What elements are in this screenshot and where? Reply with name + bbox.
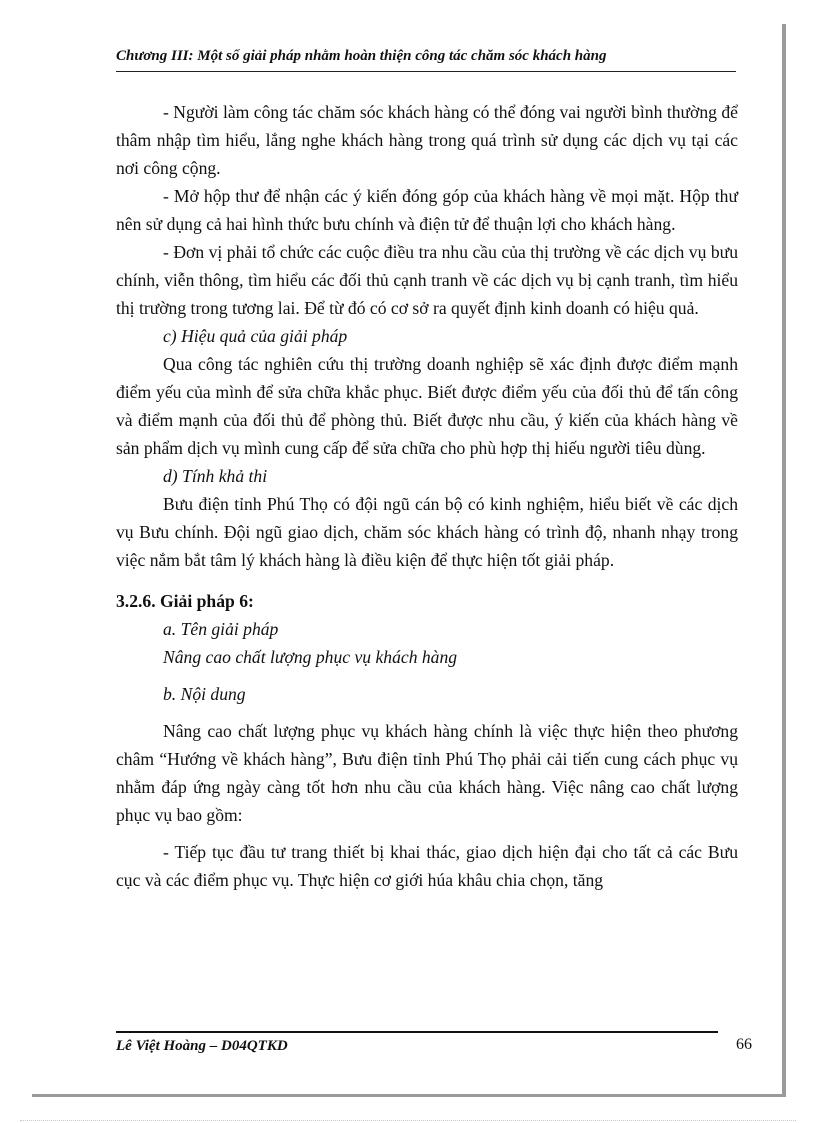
paragraph-6: Nâng cao chất lượng phục vụ khách hàng chính là việc thực hiện theo phương châm “Hướng về khách hàng”, Bưu điện tỉnh Phú Thọ phải cải tiến cung cách phục vụ nhằm đáp ứng ngày càng tốt hơn nhu cầu của khách hàng. Việc nâng cao chất lượng phục vụ bao gồm: xyxy=(116,721,738,825)
footer-author: Lê Việt Hoàng – D04QTKD xyxy=(116,1038,288,1054)
subheading-c: c) Hiệu quả của giải pháp xyxy=(163,326,348,346)
paragraph-7: - Tiếp tục đầu tư trang thiết bị khai thác, giao dịch hiện đại cho tất cả các Bưu cục và các điểm phục vụ. Thực hiện cơ giới húa khâu chia chọn, tăng xyxy=(116,842,738,890)
header-rule xyxy=(116,71,736,72)
section-title: 3.2.6. Giải pháp 6: xyxy=(116,591,254,611)
footer-rule xyxy=(116,1031,718,1033)
paragraph-5: Bưu điện tỉnh Phú Thọ có đội ngũ cán bộ có kinh nghiệm, hiểu biết về các dịch vụ Bưu chính. Đội ngũ giao dịch, chăm sóc khách hàng có trình độ, nhanh nhạy trong việc nắm bắt tâm lý khách hàng là điều kiện để thực hiện tốt giải pháp. xyxy=(116,494,738,570)
spacer xyxy=(116,671,738,680)
page-number: 66 xyxy=(736,1036,752,1053)
page-shadow-right xyxy=(782,24,786,1096)
page-bottom-dotted-line xyxy=(20,1120,796,1121)
paragraph-4: Qua công tác nghiên cứu thị trường doanh nghiệp sẽ xác định được điểm mạnh điểm yếu của mình để sửa chữa khắc phục. Biết được điểm yếu của đối thủ để tấn công và điểm mạnh của đối thủ để phòng thủ. Biết được nhu cầu, ý kiến của khách hàng về sản phẩm dịch vụ mình cung cấp để sửa chữa cho phù hợp thị hiếu người tiêu dùng. xyxy=(116,354,738,458)
document-body xyxy=(116,98,738,894)
spacer xyxy=(116,829,738,838)
paragraph-3: - Đơn vị phải tổ chức các cuộc điều tra nhu cầu của thị trường về các dịch vụ bưu chính, viễn thông, tìm hiểu các đối thủ cạnh tranh về các dịch vụ bị cạnh tranh, tìm hiểu thị trường trong tương lai. Để từ đó có cơ sở ra quyết định kinh doanh có hiệu quả. xyxy=(116,242,738,318)
spacer xyxy=(116,574,738,587)
subheading-d: d) Tính khả thi xyxy=(163,466,268,486)
paragraph-2: - Mở hộp thư để nhận các ý kiến đóng góp của khách hàng về mọi mặt. Hộp thư nên sử dụng cả hai hình thức bưu chính và điện tử để thuận lợi cho khách hàng. xyxy=(116,186,738,234)
subheading-b: b. Nội dung xyxy=(163,684,246,704)
running-header: Chương III: Một số giải pháp nhằm hoàn thiện công tác chăm sóc khách hàng xyxy=(116,48,607,64)
solution-name: Nâng cao chất lượng phục vụ khách hàng xyxy=(163,647,458,667)
subheading-a: a. Tên giải pháp xyxy=(163,619,279,639)
paragraph-1: - Người làm công tác chăm sóc khách hàng có thể đóng vai người bình thường để thâm nhập tìm hiểu, lắng nghe khách hàng trong quá trình sử dụng các dịch vụ tại các nơi công cộng. xyxy=(116,102,738,178)
page-shadow-bottom xyxy=(32,1094,786,1097)
spacer xyxy=(116,708,738,717)
